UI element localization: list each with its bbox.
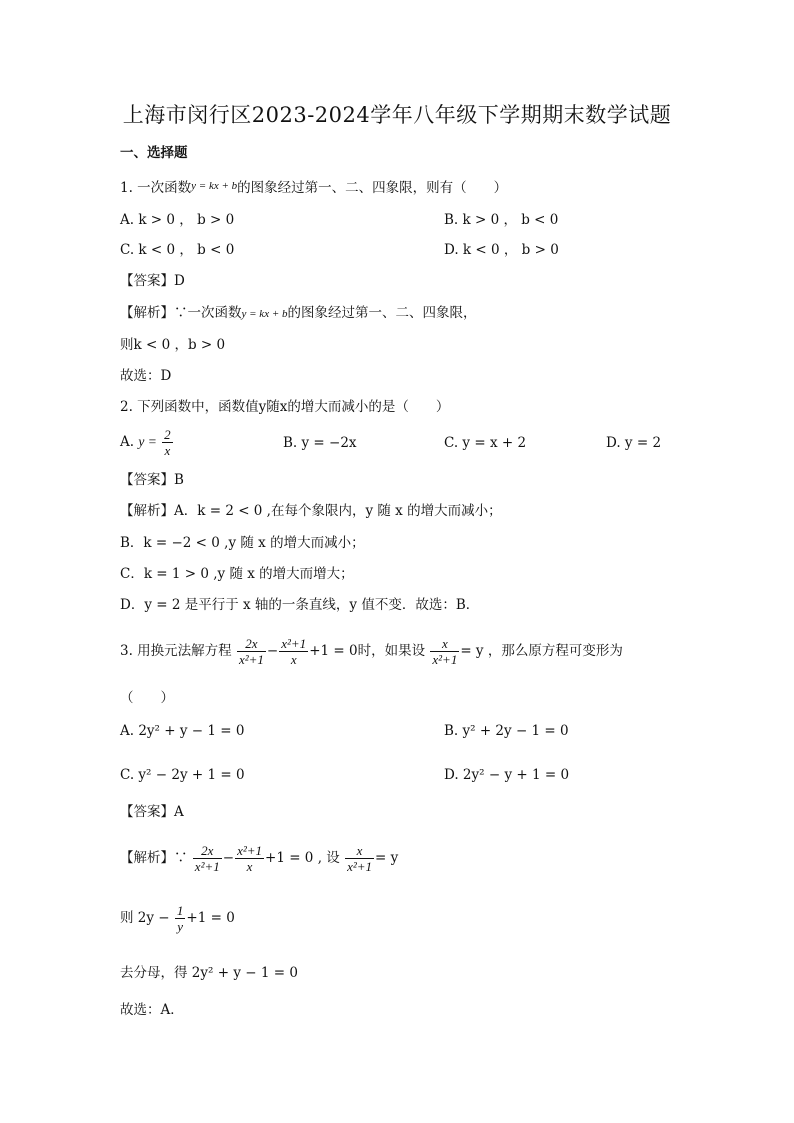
q2-a-den: x	[164, 443, 171, 458]
q1-stem-post: 的图象经过第一、二、四象限，则有（ ）	[237, 180, 508, 196]
q3-exp-f3-den: x²+1	[347, 859, 373, 874]
q3-then-post: +1 = 0	[186, 910, 235, 926]
q3-mid: +1 = 0时，如果设	[309, 643, 426, 659]
q2-a-lhs: y =	[138, 434, 157, 449]
q1-exp-formula: y = kx + b	[241, 308, 288, 320]
q1-stem-formula: y = kx + b	[191, 180, 238, 192]
q2-option-b: B. y = −2x	[283, 435, 357, 451]
q3-exp-post: = y	[375, 850, 399, 866]
q1-stem	[120, 177, 507, 197]
q3-option-b: B. y² + 2y − 1 = 0	[444, 723, 569, 739]
q1-explanation-3: 故选：D	[120, 368, 172, 384]
q1-option-d: D. k < 0 ， b > 0	[444, 242, 559, 258]
q1-exp-post: 的图象经过第一、二、四象限，	[287, 305, 477, 321]
q3-exp-fraction-2	[235, 843, 264, 874]
q1-exp-pre: 【解析】∵一次函数	[120, 305, 242, 321]
section-heading: 一、选择题	[120, 145, 188, 161]
q3-explanation-4: 故选：A．	[120, 1002, 184, 1018]
q3-f3-num: x	[430, 636, 459, 652]
q2-explanation-3: C．k = 1 > 0 ,y 随 x 的增大而增大；	[120, 566, 354, 582]
q3-f2-num: x²+1	[281, 636, 307, 651]
q2-option-a	[120, 425, 174, 459]
q3-option-d: D. 2y² − y + 1 = 0	[444, 767, 570, 783]
q2-option-d: D. y = 2	[606, 435, 662, 451]
q1-answer: 【答案】D	[120, 273, 185, 289]
q1-explanation-2: 则k < 0 ，b > 0	[120, 337, 226, 353]
q3-exp-f1-num: 2x	[193, 843, 222, 859]
q3-exp-pre: 【解析】∵	[120, 850, 188, 866]
q3-then-fraction	[175, 903, 186, 934]
q1-stem-pre: 1. 一次函数	[120, 180, 192, 196]
q3-exp-mid: +1 = 0 , 设	[265, 850, 340, 866]
q1-explanation-1	[120, 304, 477, 323]
q2-a-fraction	[162, 427, 173, 458]
q3-answer: 【答案】A	[120, 804, 184, 820]
q3-fraction-1	[237, 636, 266, 667]
q3-f3-den: x²+1	[432, 652, 458, 667]
q3-paren: （ ）	[120, 690, 174, 706]
q3-then-den: y	[177, 919, 184, 934]
q2-stem: 2. 下列函数中，函数值y随x的增大而减小的是（ ）	[120, 399, 450, 415]
q3-then-pre: 则 2y −	[120, 910, 170, 926]
q2-a-label: A.	[120, 434, 135, 450]
q2-explanation-2: B．k = −2 < 0 ,y 随 x 的增大而减小；	[120, 535, 365, 551]
q3-fraction-2	[279, 636, 308, 667]
q1-option-a: A. k > 0 ， b > 0	[120, 212, 235, 228]
q2-answer: 【答案】B	[120, 472, 184, 488]
q2-explanation-1: 【解析】A．k = 2 < 0 ,在每个象限内，y 随 x 的增大而减小；	[120, 503, 502, 519]
q3-stem	[120, 633, 623, 669]
q3-option-a: A. 2y² + y − 1 = 0	[120, 723, 245, 739]
page-title: 上海市闵行区2023-2024学年八年级下学期期末数学试题	[122, 103, 672, 127]
q3-stem-pre: 3. 用换元法解方程	[120, 643, 232, 659]
q3-explanation-2	[120, 900, 235, 936]
q3-minus: −	[266, 643, 279, 659]
q3-fraction-3	[430, 636, 459, 667]
q3-f1-num: 2x	[237, 636, 266, 652]
q3-exp-fraction-1	[193, 843, 222, 874]
q2-a-num: 2	[164, 427, 171, 442]
q3-exp-f2-num: x²+1	[237, 843, 263, 858]
q3-f1-den: x²+1	[238, 652, 264, 667]
q3-then-num: 1	[176, 903, 184, 918]
q3-exp-minus: −	[222, 850, 235, 866]
q1-option-b: B. k > 0 ， b < 0	[444, 212, 559, 228]
q2-option-c: C. y = x + 2	[444, 435, 527, 451]
q3-option-c: C. y² − 2y + 1 = 0	[120, 767, 245, 783]
q3-stem-post: = y ，那么原方程可变形为	[460, 643, 623, 659]
q3-explanation-1	[120, 840, 398, 876]
q3-exp-f1-den: x²+1	[194, 859, 220, 874]
q2-explanation-4: D．y = 2 是平行于 x 轴的一条直线，y 值不变．故选：B．	[120, 597, 480, 613]
q3-exp-f2-den: x	[246, 859, 253, 874]
q1-option-c: C. k < 0 ， b < 0	[120, 242, 235, 258]
q3-exp-f3-num: x	[345, 843, 374, 859]
q3-explanation-3: 去分母，得 2y² + y − 1 = 0	[120, 965, 298, 981]
q3-f2-den: x	[290, 652, 297, 667]
q3-exp-fraction-3	[345, 843, 374, 874]
